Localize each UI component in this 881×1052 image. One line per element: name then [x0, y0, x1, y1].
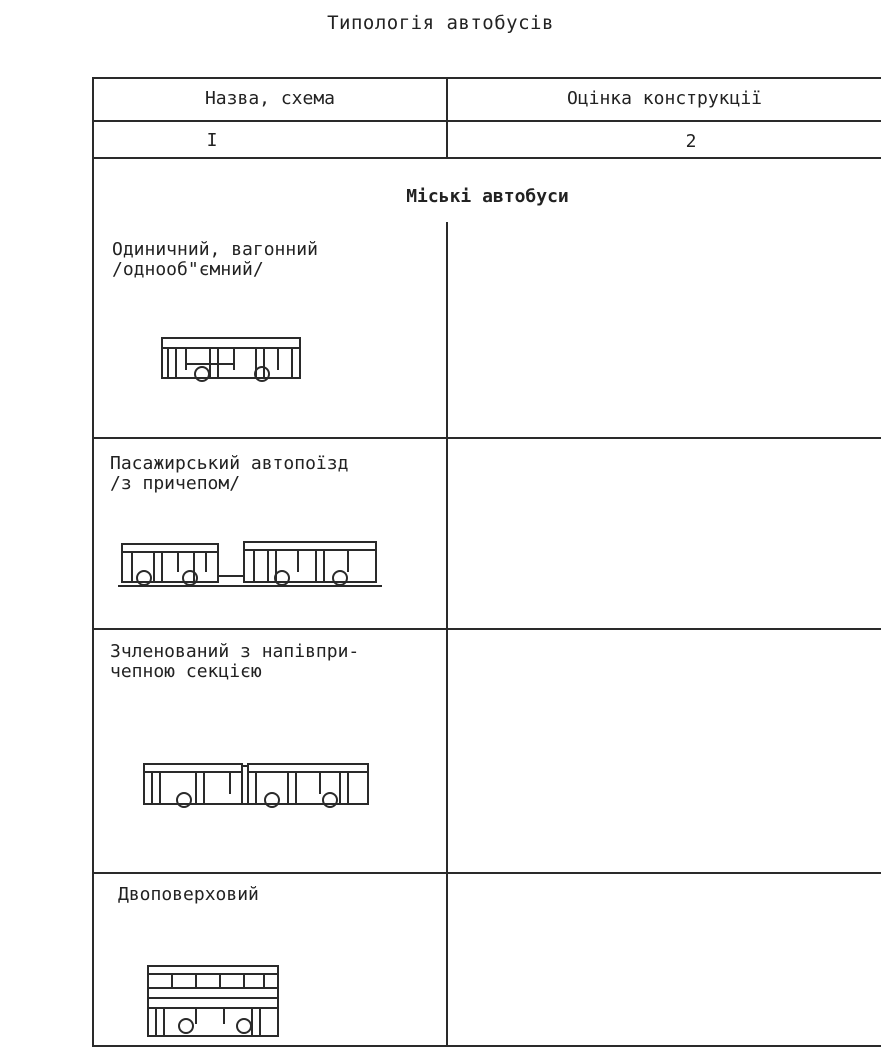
column-divider-body	[446, 222, 448, 1047]
bus-trailer-icon	[118, 538, 388, 590]
double-decker-bus-icon	[140, 964, 286, 1040]
header-row-divider	[92, 120, 881, 122]
articulated-bus-icon	[140, 760, 372, 810]
column-number-2: 2	[685, 131, 697, 152]
row-divider-1	[92, 437, 881, 439]
single-bus-icon	[158, 334, 308, 384]
page-title: Типологія автобусів	[327, 12, 554, 34]
column-number-1: I	[206, 130, 218, 151]
row-label-bus-trailer: Пасажирський автопоїзд /з причепом/	[110, 453, 349, 494]
section-title: Міські автобуси	[406, 186, 569, 207]
table-border-left	[92, 77, 94, 1047]
table-border-top	[92, 77, 881, 79]
column-header-assessment: Оцінка конструкції	[566, 88, 763, 109]
table-border-bottom	[92, 1045, 881, 1047]
row-label-double-decker: Двоповерховий	[118, 884, 259, 905]
row-divider-3	[92, 872, 881, 874]
number-row-divider	[92, 157, 881, 159]
column-header-name: Назва, схема	[204, 88, 336, 109]
row-label-single-bus: Одиничний, вагонний /однооб"ємний/	[112, 239, 318, 280]
row-divider-2	[92, 628, 881, 630]
row-label-articulated-bus: Зчленований з напівпри- чепною секцією	[110, 641, 360, 682]
